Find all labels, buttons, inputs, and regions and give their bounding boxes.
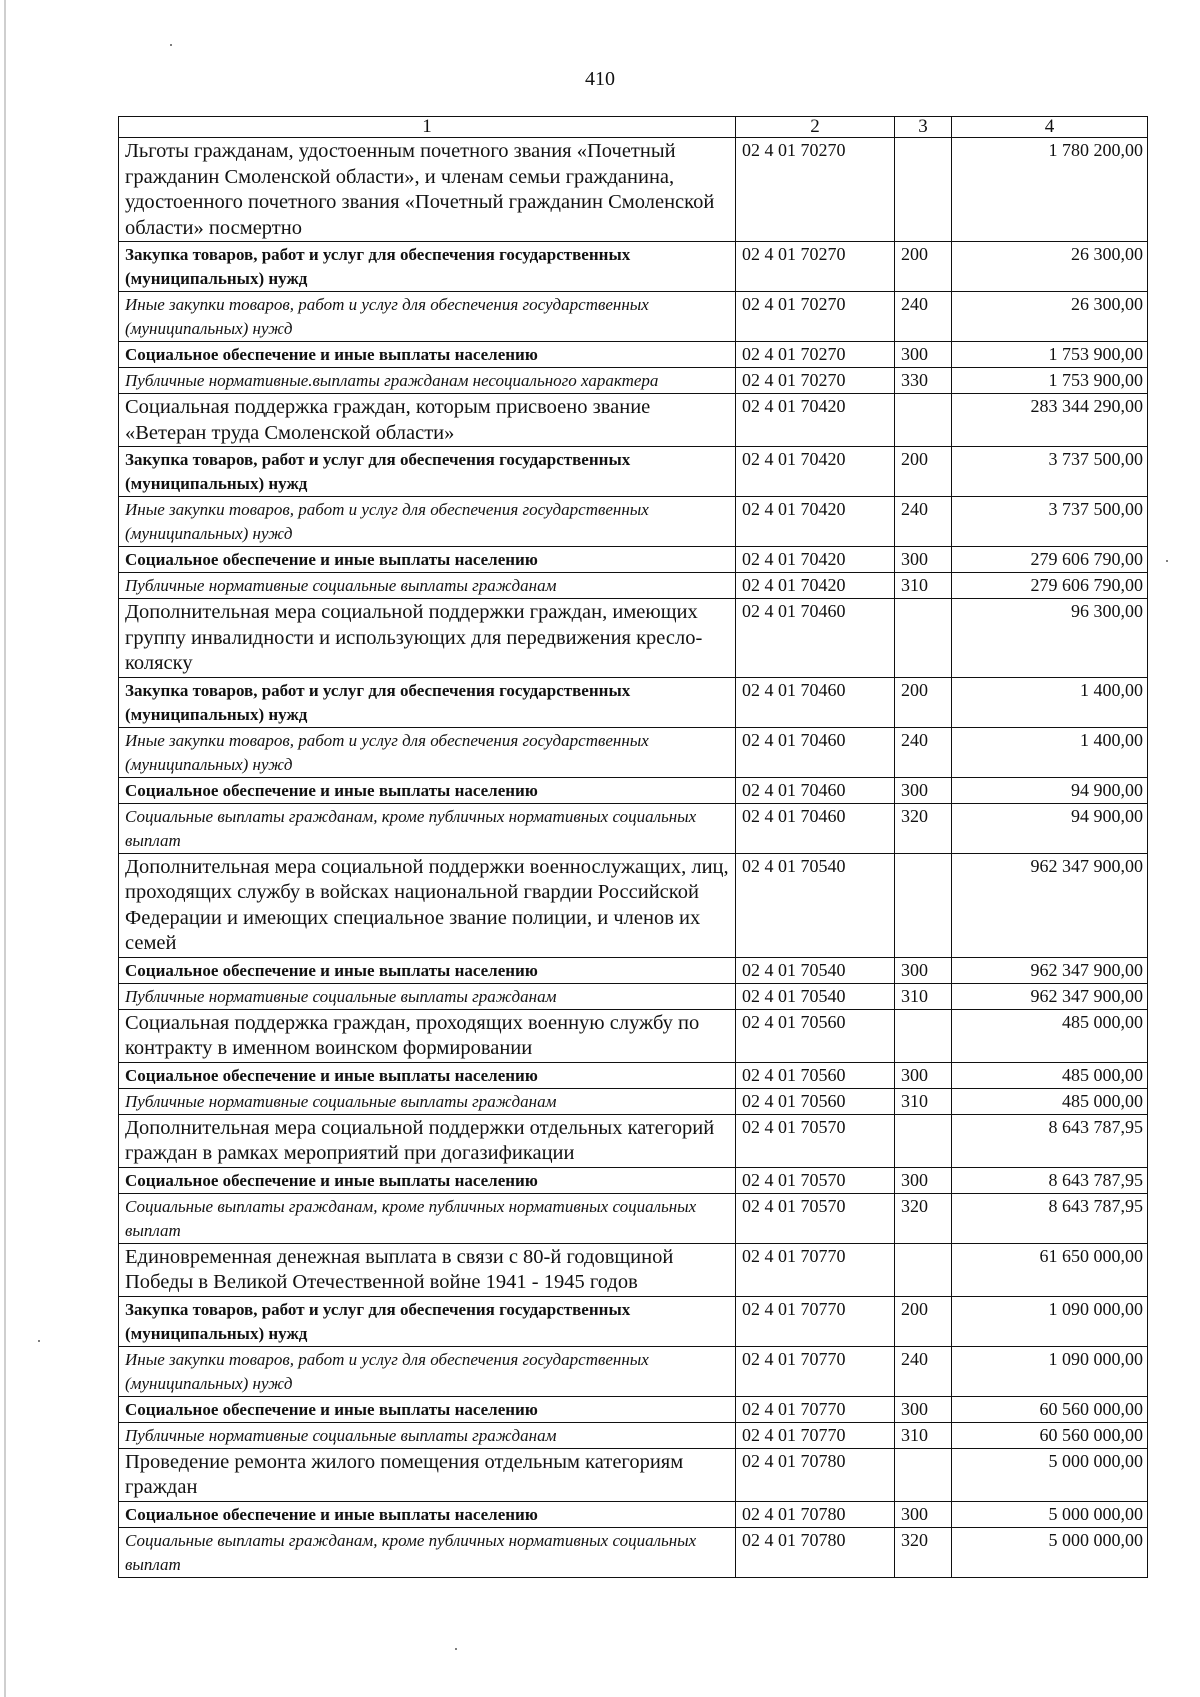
row-type-cell: 200 (895, 1296, 952, 1346)
row-amount-cell: 26 300,00 (952, 292, 1148, 342)
row-type-cell (895, 1114, 952, 1167)
row-code-cell: 02 4 01 70420 (736, 447, 895, 497)
table-row (119, 1062, 1148, 1088)
table-row (119, 1396, 1148, 1422)
row-code-cell: 02 4 01 70770 (736, 1243, 895, 1296)
row-amount-cell: 1 400,00 (952, 727, 1148, 777)
table-row (119, 1088, 1148, 1114)
row-amount-cell: 60 560 000,00 (952, 1422, 1148, 1448)
row-code-cell: 02 4 01 70770 (736, 1422, 895, 1448)
table-row (119, 1422, 1148, 1448)
table-row (119, 957, 1148, 983)
row-amount-cell: 962 347 900,00 (952, 957, 1148, 983)
row-name-cell: Социальные выплаты гражданам, кроме публичных нормативных социальных выплат (119, 1527, 736, 1577)
row-amount-cell: 1 400,00 (952, 677, 1148, 727)
row-code-cell: 02 4 01 70560 (736, 1088, 895, 1114)
scan-speck (455, 1648, 457, 1650)
row-name-cell: Закупка товаров, работ и услуг для обеспечения государственных (муниципальных) нужд (119, 677, 736, 727)
table-row (119, 983, 1148, 1009)
row-amount-cell: 60 560 000,00 (952, 1396, 1148, 1422)
row-amount-cell: 5 000 000,00 (952, 1448, 1148, 1501)
row-amount-cell: 283 344 290,00 (952, 394, 1148, 447)
row-type-cell: 300 (895, 1062, 952, 1088)
row-name-cell: Закупка товаров, работ и услуг для обеспечения государственных (муниципальных) нужд (119, 447, 736, 497)
row-amount-cell: 962 347 900,00 (952, 983, 1148, 1009)
row-name-cell: Единовременная денежная выплата в связи с 80-й годовщиной Победы в Великой Отечественной войне 1941 - 1945 годов (119, 1243, 736, 1296)
row-code-cell: 02 4 01 70540 (736, 957, 895, 983)
header-cell-code: 2 (736, 117, 895, 138)
header-cell-amount: 4 (952, 117, 1148, 138)
row-type-cell: 320 (895, 1527, 952, 1577)
table-row (119, 573, 1148, 599)
scan-speck (38, 1340, 40, 1342)
row-type-cell (895, 599, 952, 678)
row-name-cell: Иные закупки товаров, работ и услуг для обеспечения государственных (муниципальных) нужд (119, 292, 736, 342)
table-row (119, 1501, 1148, 1527)
row-name-cell: Публичные нормативные социальные выплаты гражданам (119, 1088, 736, 1114)
row-name-cell: Социальные выплаты гражданам, кроме публичных нормативных социальных выплат (119, 1193, 736, 1243)
row-name-cell: Социальное обеспечение и иные выплаты населению (119, 777, 736, 803)
table-row (119, 1009, 1148, 1062)
row-code-cell: 02 4 01 70560 (736, 1009, 895, 1062)
row-amount-cell: 485 000,00 (952, 1009, 1148, 1062)
row-amount-cell: 1 753 900,00 (952, 368, 1148, 394)
row-amount-cell: 94 900,00 (952, 803, 1148, 853)
header-cell-name: 1 (119, 117, 736, 138)
row-name-cell: Иные закупки товаров, работ и услуг для обеспечения государственных (муниципальных) нужд (119, 497, 736, 547)
row-type-cell: 310 (895, 1422, 952, 1448)
table-row (119, 677, 1148, 727)
table-row (119, 547, 1148, 573)
table-row (119, 1167, 1148, 1193)
row-amount-cell: 485 000,00 (952, 1062, 1148, 1088)
row-code-cell: 02 4 01 70780 (736, 1527, 895, 1577)
row-code-cell: 02 4 01 70460 (736, 727, 895, 777)
row-type-cell: 300 (895, 1501, 952, 1527)
row-amount-cell: 8 643 787,95 (952, 1193, 1148, 1243)
table-row (119, 853, 1148, 957)
row-type-cell: 310 (895, 983, 952, 1009)
row-type-cell: 240 (895, 292, 952, 342)
table-row (119, 368, 1148, 394)
row-name-cell: Социальное обеспечение и иные выплаты населению (119, 547, 736, 573)
row-type-cell: 300 (895, 547, 952, 573)
row-name-cell: Социальная поддержка граждан, которым присвоено звание «Ветеран труда Смоленской области» (119, 394, 736, 447)
row-amount-cell: 1 090 000,00 (952, 1296, 1148, 1346)
row-type-cell: 300 (895, 1396, 952, 1422)
row-code-cell: 02 4 01 70420 (736, 497, 895, 547)
table-row (119, 497, 1148, 547)
row-code-cell: 02 4 01 70460 (736, 803, 895, 853)
row-code-cell: 02 4 01 70540 (736, 983, 895, 1009)
row-code-cell: 02 4 01 70570 (736, 1167, 895, 1193)
row-name-cell: Публичные нормативные социальные выплаты гражданам (119, 573, 736, 599)
row-code-cell: 02 4 01 70270 (736, 292, 895, 342)
row-type-cell: 300 (895, 777, 952, 803)
row-type-cell: 200 (895, 447, 952, 497)
row-name-cell: Социальные выплаты гражданам, кроме публичных нормативных социальных выплат (119, 803, 736, 853)
row-type-cell (895, 394, 952, 447)
row-name-cell: Проведение ремонта жилого помещения отдельным категориям граждан (119, 1448, 736, 1501)
row-code-cell: 02 4 01 70420 (736, 573, 895, 599)
table-row (119, 138, 1148, 242)
row-type-cell (895, 1009, 952, 1062)
table-row (119, 242, 1148, 292)
row-name-cell: Иные закупки товаров, работ и услуг для обеспечения государственных (муниципальных) нужд (119, 1346, 736, 1396)
row-amount-cell: 279 606 790,00 (952, 573, 1148, 599)
row-amount-cell: 8 643 787,95 (952, 1167, 1148, 1193)
row-code-cell: 02 4 01 70460 (736, 677, 895, 727)
row-type-cell: 310 (895, 573, 952, 599)
row-code-cell: 02 4 01 70270 (736, 138, 895, 242)
row-code-cell: 02 4 01 70460 (736, 599, 895, 678)
row-amount-cell: 5 000 000,00 (952, 1527, 1148, 1577)
row-code-cell: 02 4 01 70770 (736, 1346, 895, 1396)
row-type-cell (895, 853, 952, 957)
row-name-cell: Социальное обеспечение и иные выплаты населению (119, 342, 736, 368)
row-amount-cell: 279 606 790,00 (952, 547, 1148, 573)
row-amount-cell: 8 643 787,95 (952, 1114, 1148, 1167)
row-name-cell: Льготы гражданам, удостоенным почетного звания «Почетный гражданин Смоленской области», и членам семьи гражданина, удостоенного почетного звания «Почетный гражданин Смоленской области» посмертно (119, 138, 736, 242)
row-amount-cell: 3 737 500,00 (952, 447, 1148, 497)
row-name-cell: Публичные нормативные социальные выплаты гражданам (119, 983, 736, 1009)
row-code-cell: 02 4 01 70780 (736, 1448, 895, 1501)
row-name-cell: Дополнительная мера социальной поддержки военнослужащих, лиц, проходящих службу в войсках национальной гвардии Российской Федерации и имеющих специальное звание полиции, и членов их семей (119, 853, 736, 957)
row-amount-cell: 1 780 200,00 (952, 138, 1148, 242)
page-number: 410 (585, 68, 615, 90)
row-amount-cell: 96 300,00 (952, 599, 1148, 678)
row-type-cell: 240 (895, 1346, 952, 1396)
table-row (119, 342, 1148, 368)
row-type-cell: 330 (895, 368, 952, 394)
table-row (119, 1448, 1148, 1501)
row-name-cell: Закупка товаров, работ и услуг для обеспечения государственных (муниципальных) нужд (119, 1296, 736, 1346)
table-row (119, 1527, 1148, 1577)
row-type-cell (895, 1243, 952, 1296)
header-row (119, 117, 1148, 138)
table-row (119, 777, 1148, 803)
scan-edge (4, 0, 6, 1697)
table-row (119, 1346, 1148, 1396)
row-amount-cell: 962 347 900,00 (952, 853, 1148, 957)
table-row (119, 1296, 1148, 1346)
row-code-cell: 02 4 01 70770 (736, 1396, 895, 1422)
row-name-cell: Социальное обеспечение и иные выплаты населению (119, 957, 736, 983)
row-code-cell: 02 4 01 70460 (736, 777, 895, 803)
scan-speck (170, 44, 172, 46)
scan-speck (1166, 560, 1168, 562)
row-type-cell: 300 (895, 1167, 952, 1193)
row-name-cell: Публичные нормативные.выплаты гражданам несоциального характера (119, 368, 736, 394)
table-row (119, 1243, 1148, 1296)
table-row (119, 599, 1148, 678)
row-type-cell: 320 (895, 803, 952, 853)
row-name-cell: Социальное обеспечение и иные выплаты населению (119, 1167, 736, 1193)
row-code-cell: 02 4 01 70540 (736, 853, 895, 957)
row-code-cell: 02 4 01 70270 (736, 368, 895, 394)
row-code-cell: 02 4 01 70770 (736, 1296, 895, 1346)
row-type-cell: 320 (895, 1193, 952, 1243)
row-type-cell: 300 (895, 957, 952, 983)
row-code-cell: 02 4 01 70570 (736, 1193, 895, 1243)
row-type-cell: 200 (895, 242, 952, 292)
table-body (119, 138, 1148, 1578)
row-amount-cell: 26 300,00 (952, 242, 1148, 292)
table-row (119, 1114, 1148, 1167)
row-amount-cell: 485 000,00 (952, 1088, 1148, 1114)
row-name-cell: Публичные нормативные социальные выплаты гражданам (119, 1422, 736, 1448)
budget-table (118, 116, 1148, 1578)
row-name-cell: Социальное обеспечение и иные выплаты населению (119, 1062, 736, 1088)
row-name-cell: Социальная поддержка граждан, проходящих военную службу по контракту в именном воинском формировании (119, 1009, 736, 1062)
row-code-cell: 02 4 01 70780 (736, 1501, 895, 1527)
table-row (119, 803, 1148, 853)
row-type-cell: 240 (895, 497, 952, 547)
row-code-cell: 02 4 01 70570 (736, 1114, 895, 1167)
row-amount-cell: 94 900,00 (952, 777, 1148, 803)
row-name-cell: Социальное обеспечение и иные выплаты населению (119, 1396, 736, 1422)
row-name-cell: Дополнительная мера социальной поддержки отдельных категорий граждан в рамках мероприятий при догазификации (119, 1114, 736, 1167)
row-code-cell: 02 4 01 70270 (736, 342, 895, 368)
row-type-cell (895, 1448, 952, 1501)
row-type-cell (895, 138, 952, 242)
row-amount-cell: 61 650 000,00 (952, 1243, 1148, 1296)
row-name-cell: Закупка товаров, работ и услуг для обеспечения государственных (муниципальных) нужд (119, 242, 736, 292)
row-amount-cell: 3 737 500,00 (952, 497, 1148, 547)
table-row (119, 394, 1148, 447)
row-name-cell: Иные закупки товаров, работ и услуг для обеспечения государственных (муниципальных) нужд (119, 727, 736, 777)
table-row (119, 292, 1148, 342)
row-code-cell: 02 4 01 70270 (736, 242, 895, 292)
header-cell-type: 3 (895, 117, 952, 138)
row-amount-cell: 1 753 900,00 (952, 342, 1148, 368)
row-amount-cell: 1 090 000,00 (952, 1346, 1148, 1396)
table-row (119, 727, 1148, 777)
row-type-cell: 300 (895, 342, 952, 368)
table-row (119, 447, 1148, 497)
table-row (119, 1193, 1148, 1243)
row-code-cell: 02 4 01 70420 (736, 394, 895, 447)
row-type-cell: 240 (895, 727, 952, 777)
row-amount-cell: 5 000 000,00 (952, 1501, 1148, 1527)
row-code-cell: 02 4 01 70420 (736, 547, 895, 573)
row-code-cell: 02 4 01 70560 (736, 1062, 895, 1088)
row-name-cell: Социальное обеспечение и иные выплаты населению (119, 1501, 736, 1527)
row-type-cell: 310 (895, 1088, 952, 1114)
row-type-cell: 200 (895, 677, 952, 727)
row-name-cell: Дополнительная мера социальной поддержки граждан, имеющих группу инвалидности и использующих для передвижения кресло-коляску (119, 599, 736, 678)
